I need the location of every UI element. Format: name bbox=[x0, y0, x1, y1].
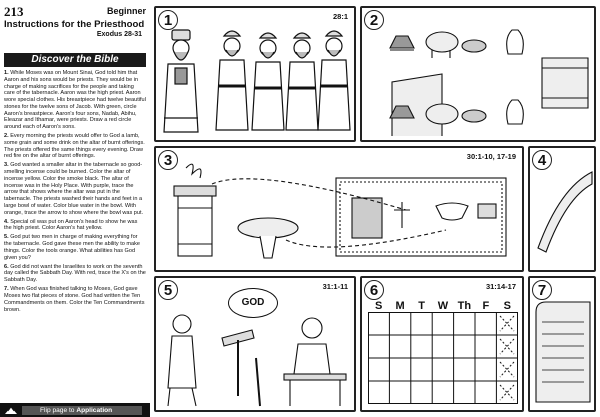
instruction-item: 6. God did not want the Israelites to work on the seventh day called the Sabbath Day. With red, trace the X's on the Sabbath Day. bbox=[4, 263, 146, 284]
sunrise-icon bbox=[390, 36, 414, 48]
lesson-title: Instructions for the Priesthood bbox=[4, 19, 145, 30]
calendar bbox=[368, 300, 518, 404]
panel-4-anointing-oil bbox=[528, 146, 596, 272]
page-curl-icon bbox=[4, 405, 18, 415]
lamb-icon bbox=[426, 104, 458, 124]
panel-2-offerings bbox=[360, 6, 596, 142]
calendar-day: Th bbox=[457, 300, 472, 312]
chisel-icon bbox=[256, 358, 260, 406]
incense-altar bbox=[174, 186, 216, 196]
instruction-item: 2. Every morning the priests would offer to God a lamb, some grain and some drink on the altar of burnt offerings. The priests offered the same things every evening. Draw red fire on the altar of burnt offerings. bbox=[4, 133, 145, 160]
aaron-figure bbox=[164, 30, 198, 132]
footer-label: Flip page to Application bbox=[40, 407, 113, 414]
instructions-list bbox=[4, 70, 146, 316]
thinking-boy-figure bbox=[302, 318, 322, 338]
level-label: Beginner bbox=[106, 6, 146, 16]
panel-6-sabbath-calendar bbox=[360, 276, 524, 412]
burnt-offering-altar bbox=[542, 58, 588, 108]
son-figure bbox=[216, 31, 248, 130]
lamb-icon bbox=[426, 32, 458, 52]
panel-number: 3 bbox=[158, 150, 178, 170]
drink-jar-icon bbox=[507, 30, 524, 54]
calendar-day: S bbox=[503, 300, 511, 312]
calendar-grid bbox=[368, 312, 518, 404]
panel-3-altar-of-incense bbox=[154, 146, 524, 272]
grain-bowl-icon bbox=[462, 40, 486, 52]
panel-number: 5 bbox=[158, 280, 178, 300]
bronze-basin bbox=[238, 218, 298, 238]
instruction-item: 5. God put two men in charge of making everything for the tabernacle. God gave these men the ability to make things. Color the tools orange. What abilities has God given you? bbox=[4, 234, 140, 261]
drink-jar-icon bbox=[507, 100, 524, 124]
grain-bowl-icon bbox=[462, 110, 486, 122]
aaron-and-sons-illustration bbox=[156, 8, 354, 140]
calendar-day: W bbox=[437, 300, 449, 312]
instruction-item: 3. God wanted a smaller altar in the tabernacle so good-smelling incense could be burned. Color the altar of incense yellow. Color the smoke black. The altar of incense was in the Holy Place. With purple, trace the arrow that shows where the altar was put in the tabernacle. The priests washed their hands and feet in a large bowl of water. Color blue water in the bowl. With orange, trace the arrow to show where the bowl was put. bbox=[4, 162, 144, 216]
son-figure bbox=[252, 33, 284, 130]
panel-number: 2 bbox=[364, 10, 384, 30]
panel-reference: 28:1 bbox=[332, 12, 348, 21]
panel-number: 1 bbox=[158, 10, 178, 30]
panel-5-craftsmen bbox=[154, 276, 356, 412]
calendar-day: M bbox=[395, 300, 405, 312]
stone-tablet-icon bbox=[536, 302, 590, 402]
son-figure bbox=[286, 33, 318, 130]
section-banner: Discover the Bible bbox=[4, 53, 146, 67]
activity-area bbox=[150, 0, 600, 417]
panel-number: 7 bbox=[532, 280, 552, 300]
son-figure bbox=[318, 31, 350, 130]
smoke-icon bbox=[186, 164, 201, 178]
speech-bubble-text: GOD bbox=[241, 297, 265, 308]
lesson-number: 213 bbox=[4, 4, 24, 19]
panel-reference: 31:14-17 bbox=[485, 282, 516, 291]
calendar-day: T bbox=[418, 300, 425, 312]
calendar-day: F bbox=[482, 300, 490, 312]
panel-7-ten-commandments bbox=[528, 276, 596, 412]
panel-reference: 31:1-11 bbox=[322, 282, 348, 291]
instruction-item: 7. When God was finished talking to Moses, God gave Moses two flat pieces of stone. God had written the Ten Commandments on them. Color the Ten Commandments brown. bbox=[4, 286, 145, 313]
oil-horn-icon bbox=[538, 172, 592, 252]
lesson-header bbox=[4, 4, 146, 54]
panel-number: 4 bbox=[532, 150, 552, 170]
instruction-item: 4. Special oil was put on Aaron's head to show he was the high priest. Color Aaron's hat yellow. bbox=[4, 218, 138, 232]
page-footer bbox=[0, 403, 150, 417]
calendar-header bbox=[368, 300, 518, 312]
scripture-reference: Exodus 28-31 bbox=[96, 31, 142, 38]
instruction-item: 1. While Moses was on Mount Sinai, God told him that Aaron and his sons would be priests. They would be in charge of making sacrifices for the people and taking care of the tabernacle. Aaron was the high priest. Aaron wore special clothes. His breastpiece had twelve beautiful stones for the twelve sons of Jacob. With green, circle Aaron's breastpiece. Aaron's four sons, Nadab, Abihu, Eleazar and Ithamar, were priests. Draw a red circle around each of Aaron's sons. bbox=[4, 70, 146, 130]
panel-1-priests bbox=[154, 6, 356, 142]
speech-bubble bbox=[228, 288, 278, 318]
morning-evening-offerings-illustration bbox=[362, 8, 594, 140]
panel-reference: 30:1-10, 17-19 bbox=[466, 152, 516, 161]
incense-altar-and-basin-illustration bbox=[156, 148, 522, 270]
panel-number: 6 bbox=[364, 280, 384, 300]
instructions-column bbox=[0, 0, 150, 417]
calendar-day: S bbox=[375, 300, 383, 312]
craftsman-figure bbox=[173, 315, 191, 333]
